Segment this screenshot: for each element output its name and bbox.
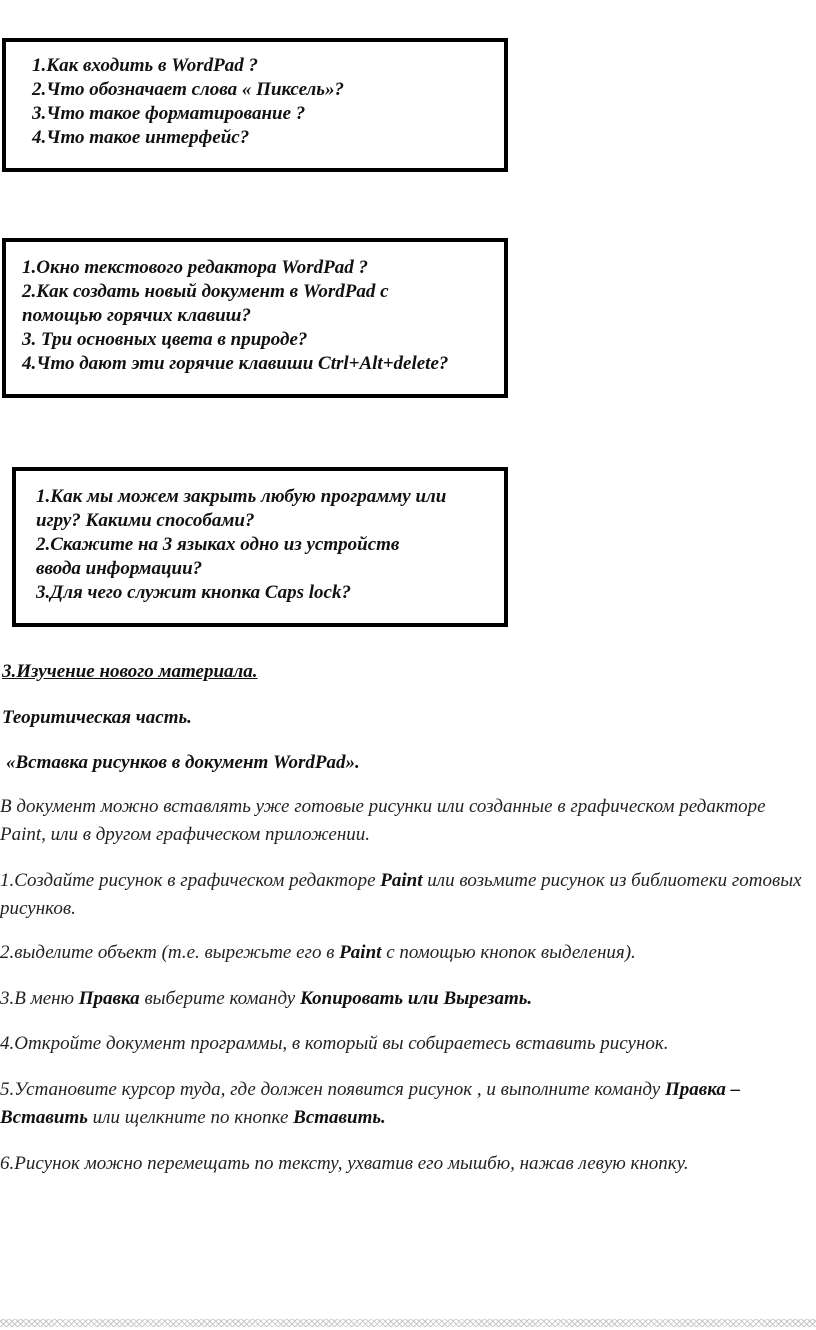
step-text: с помощью кнопок выделения).: [381, 942, 636, 963]
question-line: помощью горячих клавиш?: [22, 305, 251, 326]
step-6-paragraph: 6.Рисунок можно перемещать по тексту, ухватив его мышбю, нажав левую кнопку.: [0, 1153, 689, 1174]
theory-heading: Теоритическая часть.: [2, 707, 192, 728]
step-text: выберите команду: [139, 988, 300, 1009]
step-5-paragraph: [0, 1076, 814, 1132]
question-line: 2.Как создать новый документ в WordPad с: [22, 281, 389, 302]
question-line: 1.Окно текстового редактора WordPad ?: [22, 257, 369, 278]
page-border-pattern: [0, 1319, 816, 1327]
question-line: 4.Что дают эти горячие клавиши Ctrl+Alt+delete?: [22, 353, 449, 374]
step-text: 3.В меню: [0, 988, 79, 1009]
question-line: 3.Для чего служит кнопка Caps lock?: [36, 582, 351, 603]
step-text: или возьмите рисунок из библиотеки готовых рисунков.: [0, 870, 802, 919]
step-emphasis: Вставить.: [293, 1107, 386, 1128]
step-4-paragraph: 4.Откройте документ программы, в который вы собираетесь вставить рисунок.: [0, 1033, 669, 1054]
question-line: 2.Скажите на 3 языках одно из устройств: [36, 534, 400, 555]
question-line: 3.Что такое форматирование ?: [32, 103, 306, 124]
question-box-1: [2, 38, 508, 172]
question-line: 1.Как мы можем закрыть любую программу или: [36, 486, 447, 507]
question-box-3: [12, 467, 508, 627]
step-3-paragraph: [0, 985, 814, 1013]
step-text: 1.Создайте рисунок в графическом редакторе: [0, 870, 381, 891]
question-line: 1.Как входить в WordPad ?: [32, 55, 258, 76]
step-2-paragraph: [0, 939, 814, 967]
step-1-paragraph: [0, 867, 814, 923]
question-line: 4.Что такое интерфейс?: [32, 127, 250, 148]
question-line: ввода информации?: [36, 558, 203, 579]
step-emphasis: Копировать или Вырезать.: [299, 988, 533, 1009]
question-line: 3. Три основных цвета в природе?: [22, 329, 308, 350]
step-text: или щелкните по кнопке: [87, 1107, 294, 1128]
step-emphasis: Правка: [78, 988, 140, 1009]
topic-heading: «Вставка рисунков в документ WordPad».: [6, 752, 360, 773]
question-line: игру? Какими способами?: [36, 510, 255, 531]
section-heading: 3.Изучение нового материала.: [2, 661, 258, 682]
question-line: 2.Что обозначает слова « Пиксель»?: [32, 79, 344, 100]
intro-paragraph: В документ можно вставлять уже готовые рисунки или созданные в графическом редакторе Paint, или в другом графическом приложении.: [0, 796, 766, 845]
step-text: 5.Установите курсор туда, где должен появится рисунок , и выполните команду: [0, 1079, 665, 1100]
step-emphasis: Paint: [380, 870, 423, 891]
step-text: 2.выделите объект (т.е. вырежьте его в: [0, 942, 340, 963]
question-box-2: [2, 238, 508, 398]
step-emphasis: Правка –Вставить: [0, 1079, 741, 1128]
step-emphasis: Paint: [339, 942, 382, 963]
